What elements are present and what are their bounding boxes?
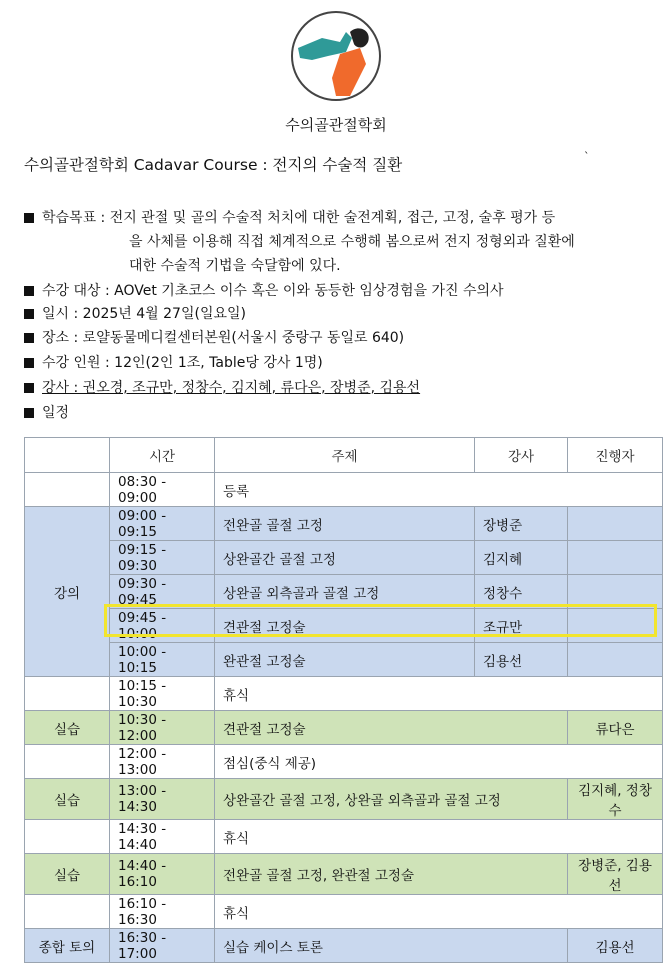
table-row	[25, 711, 663, 745]
topic-cell: 점심(중식 제공)	[215, 745, 663, 779]
topic-cell: 휴식	[215, 895, 663, 929]
section-lecture: 강의	[25, 507, 110, 677]
time-cell: 09:15 - 09:30	[110, 541, 215, 575]
goal-line-1: 전지 관절 및 골의 수술적 처치에 대한 술전계획, 접근, 고정, 술후 평가 등	[109, 210, 556, 226]
section-cell	[25, 745, 110, 779]
topic-cell: 상완골간 골절 고정	[215, 541, 475, 575]
lecturers-text: 강사 : 권오경, 조규만, 정창수, 김지혜, 류다은, 장병준, 김용선	[42, 380, 421, 396]
lecturer-cell: 김용선	[475, 643, 568, 677]
schedule-row	[24, 403, 69, 423]
bullet-icon	[24, 309, 34, 319]
table-row	[25, 929, 663, 963]
bullet-icon	[24, 383, 34, 393]
time-cell: 16:30 - 17:00	[110, 929, 215, 963]
host-cell	[568, 507, 663, 541]
table-row	[25, 473, 663, 507]
org-name: 수의골관절학회	[285, 116, 387, 134]
time-cell: 08:30 - 09:00	[110, 473, 215, 507]
section-lab: 실습	[25, 711, 110, 745]
time-cell: 09:45 - 10:00	[110, 609, 215, 643]
capacity-text: 수강 인원 : 12인(2인 1조, Table당 강사 1명)	[42, 355, 323, 371]
time-cell: 13:00 - 14:30	[110, 779, 215, 820]
topic-cell: 상완골간 골절 고정, 상완골 외측골과 골절 고정	[215, 779, 568, 820]
time-cell: 09:30 - 09:45	[110, 575, 215, 609]
table-row	[25, 745, 663, 779]
table-row	[25, 643, 663, 677]
header-host: 진행자	[568, 438, 663, 473]
header-lecturer: 강사	[475, 438, 568, 473]
host-cell: 장병준, 김용선	[568, 854, 663, 895]
topic-cell: 견관절 고정술	[215, 711, 568, 745]
time-cell: 14:40 - 16:10	[110, 854, 215, 895]
time-cell: 10:30 - 12:00	[110, 711, 215, 745]
section-discussion: 종합 토의	[25, 929, 110, 963]
lecturer-cell: 정창수	[475, 575, 568, 609]
place-text: 장소 : 로얄동물메디컬센터본원(서울시 중랑구 동일로 640)	[42, 330, 405, 346]
header-topic: 주제	[215, 438, 475, 473]
place-row	[24, 328, 404, 348]
topic-cell: 상완골 외측골과 골절 고정	[215, 575, 475, 609]
host-cell: 김용선	[568, 929, 663, 963]
time-cell: 12:00 - 13:00	[110, 745, 215, 779]
time-cell: 16:10 - 16:30	[110, 895, 215, 929]
time-cell: 14:30 - 14:40	[110, 820, 215, 854]
target-row	[24, 281, 504, 301]
table-row	[25, 541, 663, 575]
time-cell: 09:00 - 09:15	[110, 507, 215, 541]
host-cell	[568, 541, 663, 575]
table-row	[25, 820, 663, 854]
topic-cell: 휴식	[215, 677, 663, 711]
goal-line-3: 대한 수술적 기법을 숙달함에 있다.	[129, 258, 341, 274]
date-text: 일시 : 2025년 4월 27일(일요일)	[42, 306, 246, 322]
host-cell: 류다은	[568, 711, 663, 745]
host-cell	[568, 643, 663, 677]
topic-cell: 휴식	[215, 820, 663, 854]
topic-cell: 전완골 골절 고정	[215, 507, 475, 541]
topic-cell: 등록	[215, 473, 663, 507]
goal-line-2: 을 사체를 이용해 직접 체계적으로 수행해 봄으로써 전지 정형외과 질환에	[129, 234, 575, 250]
topic-cell: 실습 케이스 토론	[215, 929, 568, 963]
bone-joint-logo-icon	[288, 8, 384, 104]
society-logo	[288, 8, 384, 104]
section-cell	[25, 473, 110, 507]
table-row	[25, 507, 663, 541]
bullet-icon	[24, 213, 34, 223]
bullet-icon	[24, 333, 34, 343]
topic-cell: 전완골 골절 고정, 완관절 고정술	[215, 854, 568, 895]
schedule-label: 일정	[42, 405, 70, 421]
section-cell	[25, 895, 110, 929]
tick-mark: `	[584, 150, 590, 163]
table-row	[25, 895, 663, 929]
header-time: 시간	[110, 438, 215, 473]
section-cell	[25, 820, 110, 854]
section-lab: 실습	[25, 779, 110, 820]
bullet-icon	[24, 408, 34, 418]
capacity-row	[24, 353, 323, 373]
learning-goal	[24, 206, 664, 278]
lecturer-cell: 장병준	[475, 507, 568, 541]
time-cell: 10:00 - 10:15	[110, 643, 215, 677]
topic-cell: 견관절 고정술	[215, 609, 475, 643]
section-lab: 실습	[25, 854, 110, 895]
table-row	[25, 677, 663, 711]
table-header-row	[25, 438, 663, 473]
bullet-icon	[24, 286, 34, 296]
bullet-icon	[24, 358, 34, 368]
host-cell: 김지혜, 정창수	[568, 779, 663, 820]
header-empty	[25, 438, 110, 473]
schedule-table	[24, 437, 663, 963]
target-text: 수강 대상 : AOVet 기초코스 이수 혹은 이와 동등한 임상경험을 가진 수의사	[42, 283, 504, 299]
table-row	[25, 779, 663, 820]
section-cell	[25, 677, 110, 711]
lecturer-cell: 조규만	[475, 609, 568, 643]
goal-label: 학습목표 :	[42, 210, 106, 226]
lecturer-cell: 김지혜	[475, 541, 568, 575]
highlight-box	[104, 604, 657, 637]
date-row	[24, 304, 246, 324]
lecturers-row	[24, 378, 420, 398]
course-title: 수의골관절학회 Cadavar Course : 전지의 수술적 질환	[24, 156, 403, 174]
time-cell: 10:15 - 10:30	[110, 677, 215, 711]
topic-cell: 완관절 고정술	[215, 643, 475, 677]
table-row	[25, 854, 663, 895]
